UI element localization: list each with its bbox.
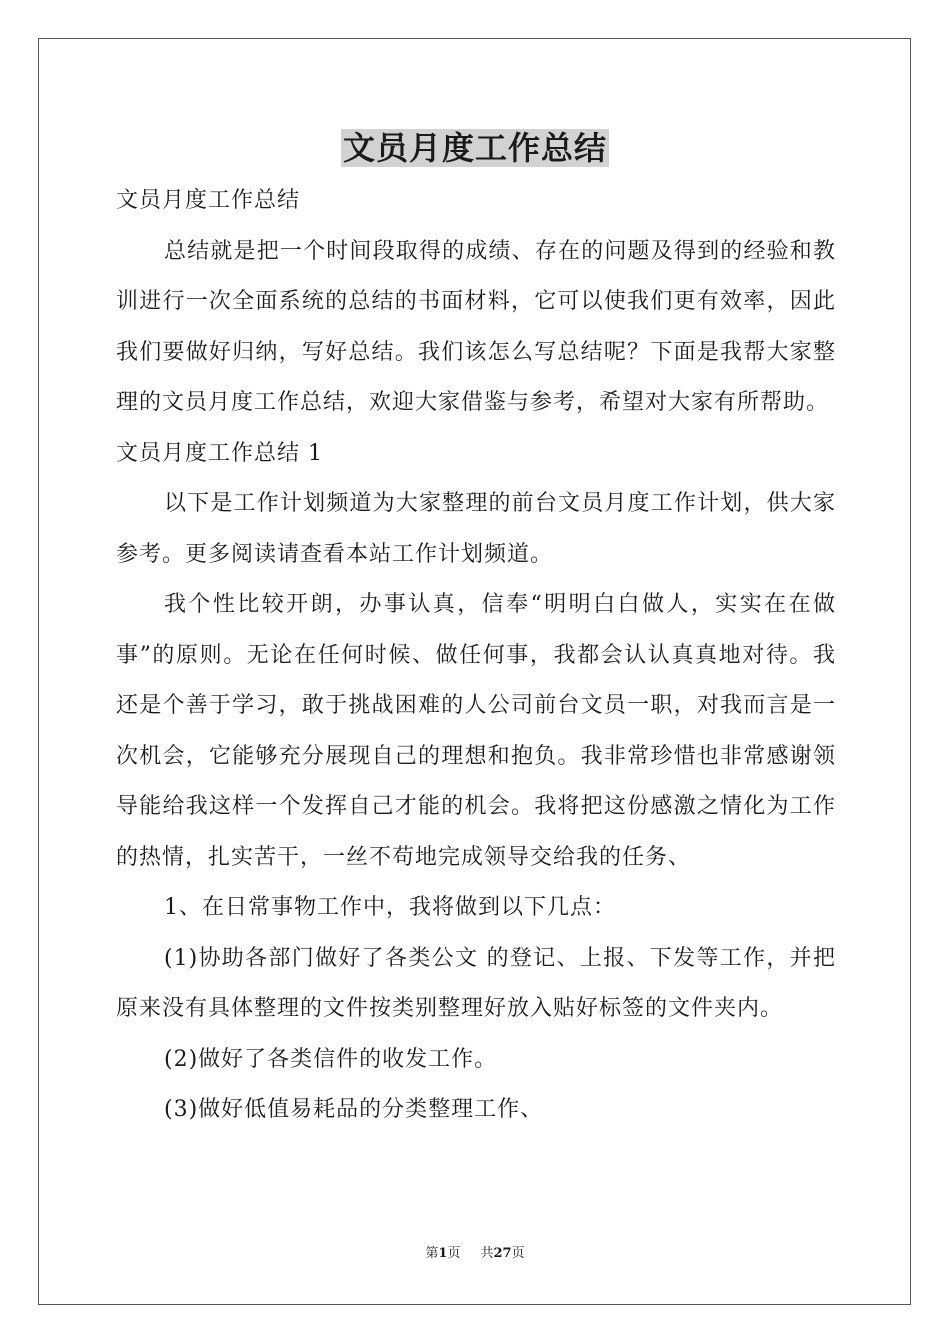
total-prefix: 共 — [480, 1246, 494, 1261]
page-prefix: 第 — [425, 1246, 439, 1261]
paragraph-section-heading: 文员月度工作总结 1 — [116, 440, 323, 466]
paragraph-list-item-3: (3)做好低值易耗品的分类整理工作、 — [164, 1097, 544, 1122]
document-body — [116, 176, 836, 1136]
total-page-count: 27 — [493, 1246, 512, 1261]
current-page-number: 1 — [438, 1246, 448, 1261]
paragraph-section-intro: 以下是工作计划频道为大家整理的前台文员月度工作计划，供大家参考。更多阅读请查看本站工作计划频道。 — [116, 491, 836, 567]
document-title — [0, 128, 950, 168]
paragraph-list-item-2: (2)做好了各类信件的收发工作。 — [164, 1046, 498, 1072]
paragraph-intro: 总结就是把一个时间段取得的成绩、存在的问题及得到的经验和教训进行一次全面系统的总结的书面材料，它可以使我们更有效率，因此我们要做好归纳，写好总结。我们该怎么写总结呢？下面是我帮大家整理的文员月度工作总结，欢迎大家借鉴与参考，希望对大家有所帮助。 — [116, 238, 836, 415]
paragraph-heading: 文员月度工作总结 — [116, 188, 301, 213]
page-footer — [0, 1245, 950, 1263]
document-title-text: 文员月度工作总结 — [342, 129, 607, 167]
paragraph-list-heading: 1、在日常事物工作中，我将做到以下几点： — [164, 895, 616, 920]
paragraph-list-item-1: (1)协助各部门做好了各类公文 的登记、上报、下发等工作，并把原来没有具体整理的文件按类别整理好放入贴好标签的文件夹内。 — [116, 945, 836, 1021]
total-suffix: 页 — [511, 1246, 525, 1261]
page-suffix: 页 — [447, 1246, 461, 1261]
paragraph-body: 我个性比较开朗，办事认真，信奉“明明白白做人，实实在在做事”的原则。无论在任何时候、做任何事，我都会认认真真地对待。我还是个善于学习，敢于挑战困难的人公司前台文员一职，对我而言是一次机会，它能够充分展现自己的理想和抱负。我非常珍惜也非常感谢领导能给我这样一个发挥自己才能的机会。我将把这份感激之情化为工作的热情，扎实苦干，一丝不苟地完成领导交给我的任务、 — [116, 592, 836, 870]
